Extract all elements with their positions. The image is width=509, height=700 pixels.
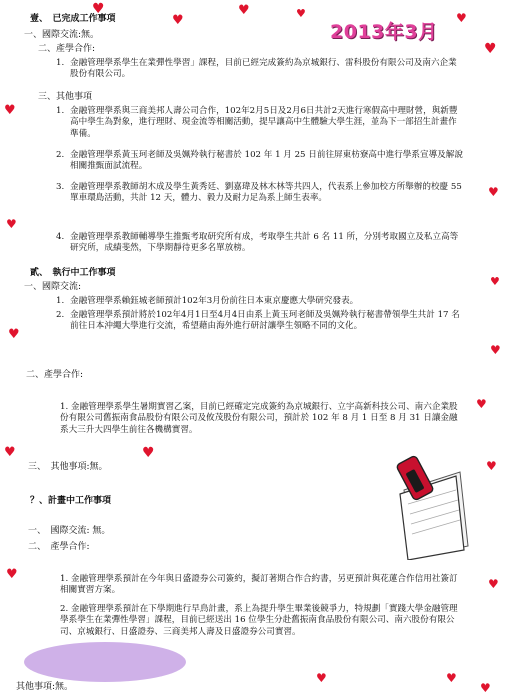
s1-other-matters: 三、其他事項 (38, 92, 93, 102)
heart-icon: ♥ (490, 343, 501, 357)
heart-icon: ♥ (484, 41, 497, 57)
section-planned-title: ？、計畫中工作事項 (30, 496, 112, 506)
s2-other-matters: 三、 其他事項:無。 (28, 462, 108, 472)
heart-icon: ♥ (172, 13, 184, 28)
heart-icon: ♥ (446, 671, 457, 685)
heart-icon: ♥ (476, 397, 487, 411)
list-item: 3. 金融管理學系教師胡木成及學生黃秀廷、劉嘉瑋及林木林等共四人，代表系上參加校方所舉辦的校慶 55 單車環島活動，共計 12 天，體力、毅力及耐力足為系上師生表率。 (56, 182, 462, 204)
list-item: 1. 金融管理學系與三商美邦人壽公司合作，102年2月5日及2月6日共計2天進行寒假高中理財營，與新豐高中學生為對象，進行理財、現金流等相關活動，提早讓高中生體驗大學生涯，並為下一部招生計畫作準備。 (56, 106, 458, 139)
heart-icon: ♥ (6, 217, 17, 231)
heart-icon: ♥ (142, 445, 155, 461)
heart-icon: ♥ (480, 681, 491, 695)
s3-industry-coop: 二、 產學合作: (28, 542, 90, 552)
heart-icon: ♥ (456, 11, 467, 25)
s3-intl-exchange: 一、 國際交流: 無。 (28, 526, 111, 536)
list-item: 2. 金融管理學系黃玉珂老師及吳姵羚執行秘書於 102 年 1 月 25 日前往屏東枋寮高中進行學系宣導及解說相關推甄面試流程。 (56, 150, 463, 172)
heart-icon: ♥ (486, 459, 497, 473)
notepad-clip-icon (390, 450, 470, 560)
heart-icon: ♥ (316, 671, 327, 685)
list-item: 1. 金融管理學系預計在今年與日盛證券公司簽約，擬訂著期合作合約書，另更預計與花蓮合作信用社簽訂相關實習方案。 (60, 574, 458, 596)
section-in-progress-title: 貳、 執行中工作事項 (30, 268, 116, 278)
list-item: 1. 金融管理學系賴鈺城老師預計102年3月份前往日本東京慶應大學研究發表。 (56, 296, 359, 306)
heart-icon: ♥ (6, 567, 18, 582)
heart-icon: ♥ (4, 103, 16, 118)
list-item: 4. 金融管理學系教師輔導學生推甄考取研究所有成，考取學生共計 6 名 11 所，分別考取國立及私立高等研究所，成績斐然，下學期靜待更多名單放榜。 (56, 232, 459, 254)
highlight-oval (24, 642, 186, 682)
s3-other-matters: 其他事項:無。 (16, 682, 74, 692)
heart-icon: ♥ (488, 577, 499, 591)
list-item: 2. 金融管理學系預計在下學期進行早鳥計畫，系上為提升學生畢業後競爭力，特規劃「實踐大學金融管理學系學生在業彈性學習」課程，目前已經送出 16 位學生分赴舊振南食品股份有限公司、南六股份有限公司、京城銀行、日盛證券、三商美邦人壽及日盛證券公司實習。 (60, 604, 458, 637)
s2-intl-exchange: 一、國際交流: (24, 282, 82, 292)
list-item: 1. 金融管理學系學生在業彈性學習」課程，目前已經完成簽約為京城銀行、雷科股份有限公司及南六企業股份有限公司。 (56, 58, 457, 80)
heart-icon: ♥ (8, 327, 20, 342)
s1-intl-exchange: 一、國際交流:無。 (24, 30, 100, 40)
s2-industry-coop: 二、產學合作: (26, 370, 84, 380)
heart-icon: ♥ (488, 185, 499, 199)
section-completed-title: 壹、 已完成工作事項 (30, 14, 116, 24)
heart-icon: ♥ (296, 7, 306, 20)
heart-icon: ♥ (92, 1, 105, 17)
heart-icon: ♥ (490, 275, 500, 288)
s2-industry-paragraph: 1. 金融管理學系學生暑期實習乙案，目前已經確定完成簽約為京城銀行、立宇高新科技公司、南六企業股份有限公司舊振南食品股份有限公司及攸茂股份有限公司，預計於 102 年 8 月 1 日至 8 月 31 日讓金融系大三升大四學生前往各機構實習。 (60, 402, 458, 435)
list-item: 2. 金融管理學系預計將於102年4月1日至4月4日由系上黃玉珂老師及吳姵羚執行秘書帶領學生共計 17 名前往日本沖繩大學進行交流，希望藉由海外進行研討讓學生領略不同的文化。 (56, 310, 460, 332)
s1-industry-coop: 二、產學合作: (38, 44, 96, 54)
heart-icon: ♥ (4, 445, 16, 460)
date-badge: 2013年3月 (330, 21, 438, 43)
heart-icon: ♥ (238, 3, 250, 18)
